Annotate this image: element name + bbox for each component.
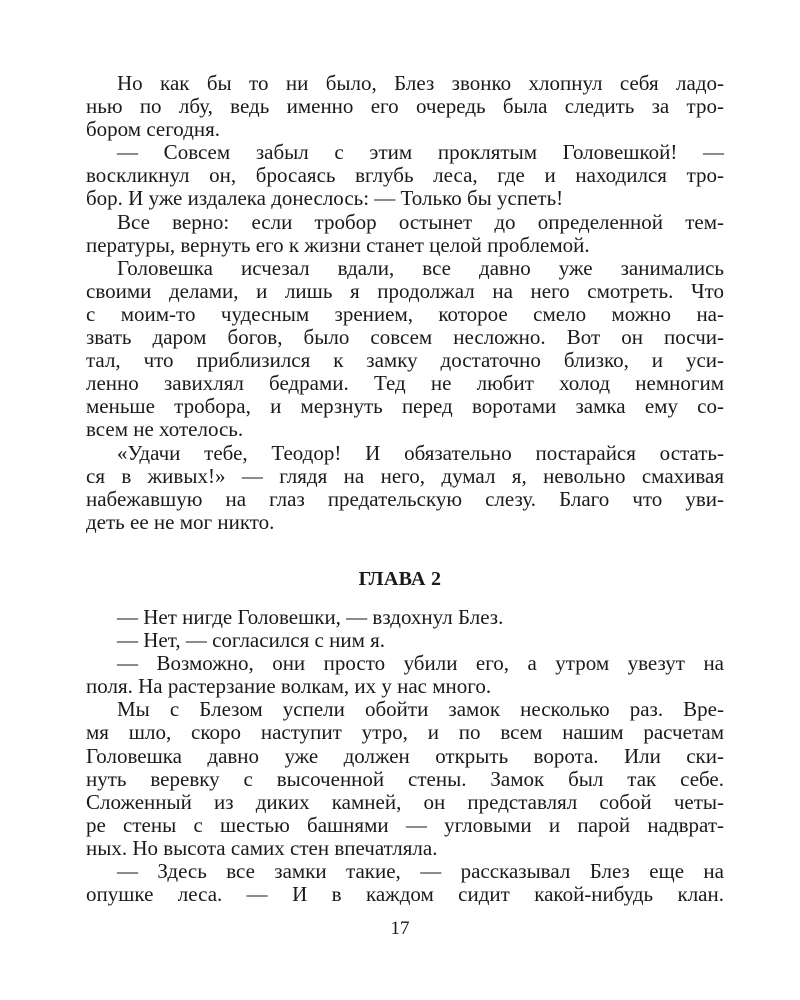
text-line: с моим-то чудесным зрением, которое смело можно на- (86, 301, 724, 326)
text-line: ных. Но высота самих стен впечатляла. (86, 835, 438, 860)
text-line: ре стены с шестью башнями — угловыми и парой надврат- (86, 812, 724, 837)
text-line: Все верно: если тробор остынет до определенной тем- (117, 209, 724, 234)
text-block-bottom (86, 606, 724, 906)
text-line: деть ее не мог никто. (86, 509, 275, 534)
text-line: мя шло, скоро наступит утро, и по всем нашим расчетам (86, 720, 724, 745)
text-line: набежавшую на глаз предательскую слезу. Благо что уви- (86, 486, 724, 511)
text-line: — Нет нигде Головешки, — вздохнул Блез. (117, 605, 504, 629)
text-line: пературы, вернуть его к жизни станет целой проблемой. (86, 232, 590, 257)
text-line: Сложенный из диких камней, он представлял собой четы- (86, 789, 724, 814)
text-line: — Здесь все замки такие, — рассказывал Блез еще на (117, 859, 724, 884)
text-line: опушке леса. — И в каждом сидит какой-нибудь клан. (86, 882, 724, 907)
text-line: нью по лбу, ведь именно его очередь была следить за тро- (86, 94, 724, 119)
text-line: своими делами, и лишь я продолжал на него смотреть. Что (86, 278, 724, 303)
text-line: Мы с Блезом успели обойти замок несколько раз. Вре- (117, 697, 724, 722)
chapter-title: ГЛАВА 2 (358, 568, 442, 590)
text-line: Но как бы то ни было, Блез звонко хлопнул себя ладо- (117, 71, 724, 95)
text-line: тал, что приблизился к замку достаточно близко, и уси- (86, 348, 724, 373)
text-line: бор. И уже издалека донеслось: — Только бы успеть! (86, 186, 564, 211)
page-number: 17 (390, 918, 410, 939)
text-line: меньше тробора, и мерзнуть перед воротами замка ему со- (86, 394, 724, 419)
text-block-top (86, 72, 724, 534)
text-line: всем не хотелось. (86, 417, 244, 442)
text-line: ленно завихлял бедрами. Тед не любит холод немногим (86, 371, 724, 396)
text-line: ся в живых!» — глядя на него, думал я, невольно смахивая (86, 463, 724, 488)
text-line: воскликнул он, бросаясь вглубь леса, где и находился тро- (86, 163, 724, 188)
text-line: — Совсем забыл с этим проклятым Головешкой! — (117, 140, 724, 165)
text-line: Головешка давно уже должен открыть ворота. Или ски- (86, 743, 724, 768)
text-line: — Нет, — согласился с ним я. (117, 628, 386, 653)
text-line: поля. На растерзание волкам, их у нас много. (86, 674, 492, 699)
text-line: — Возможно, они просто убили его, а утром увезут на (117, 651, 724, 676)
text-line: «Удачи тебе, Теодор! И обязательно постарайся остать- (117, 440, 724, 465)
text-line: звать даром богов, было совсем несложно. Вот он посчи- (86, 325, 724, 350)
text-line: бором сегодня. (86, 117, 221, 142)
text-line: нуть веревку с высоченной стены. Замок был так себе. (86, 766, 724, 791)
text-line: Головешка исчезал вдали, все давно уже занимались (117, 255, 724, 280)
